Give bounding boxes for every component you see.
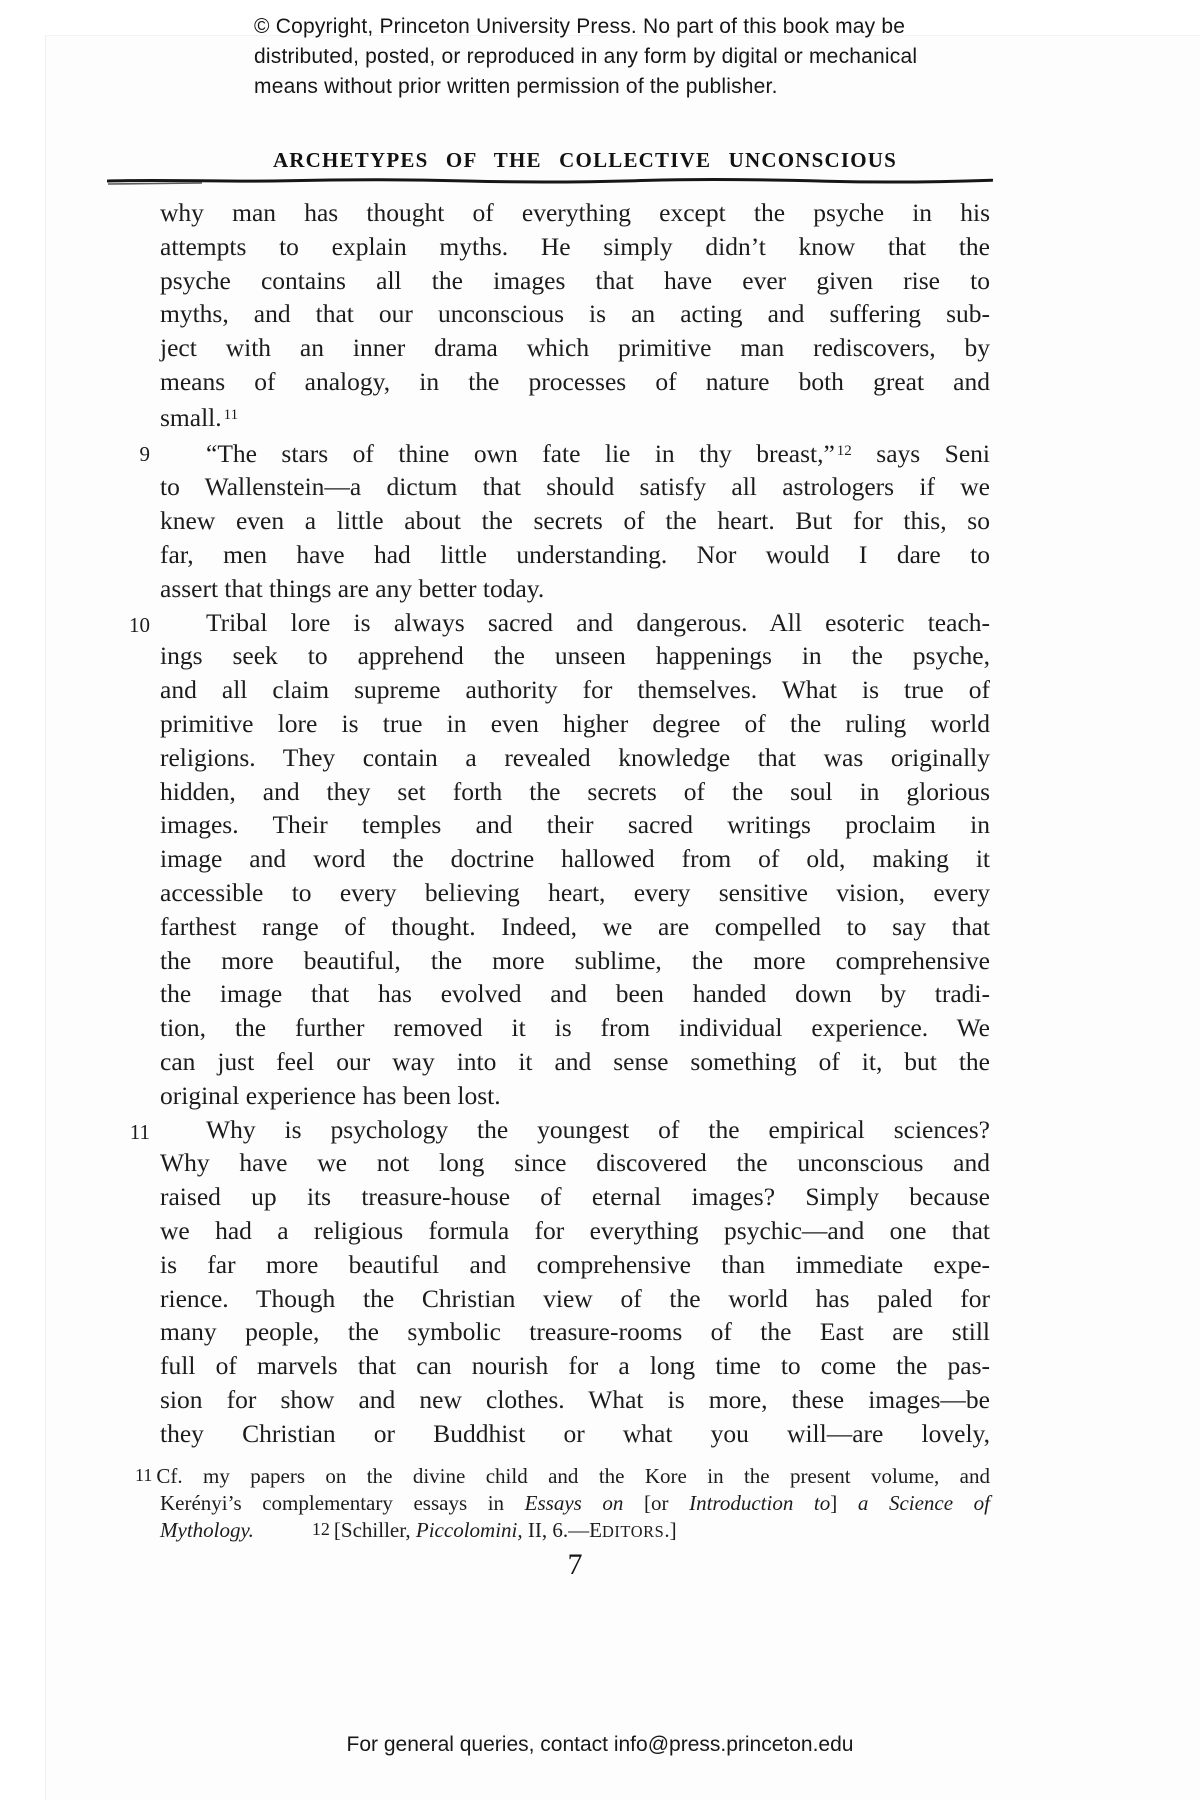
text-segment: rience. Though the Christian view of the world has paled for: [160, 1283, 990, 1313]
text-segment: .]: [664, 1518, 677, 1542]
text-segment: “The stars of thine own fate lie in thy breast,”: [206, 438, 835, 468]
text-line: [160, 1248, 990, 1282]
text-segment: sion for show and new clothes. What is more, these images—be: [160, 1384, 990, 1414]
text-segment: religions. They contain a revealed knowledge that was originally: [160, 742, 990, 772]
text-segment: Tribal lore is always sacred and dangerous. All esoteric teach-: [206, 607, 990, 637]
text-segment: and all claim supreme authority for themselves. What is true of: [160, 675, 990, 705]
paragraph: [139, 435, 990, 606]
text-line: [160, 910, 990, 944]
footnote-marker: 12: [311, 1519, 330, 1539]
text-segment: original experience has been lost.: [160, 1080, 501, 1110]
text-segment: raised up its treasure-house of eternal images? Simply because: [160, 1182, 990, 1212]
text-segment: ings seek to apprehend the unseen happenings in the psyche,: [160, 641, 990, 671]
text-segment: ]: [830, 1490, 858, 1515]
text-line: [160, 1146, 990, 1180]
text-line: [160, 1490, 990, 1517]
text-segment: to Wallenstein—a dictum that should satisfy all astrologers if we: [160, 472, 990, 502]
text-segment: far, men have had little understanding. Nor would I dare to: [160, 539, 990, 569]
text-segment: [Schiller,: [333, 1518, 416, 1542]
text-line: [160, 1079, 990, 1113]
paragraph: [160, 196, 990, 435]
text-segment: can just feel our way into it and sense something of it, but the: [160, 1046, 990, 1076]
text-line: [160, 196, 990, 230]
text-line: [160, 504, 990, 538]
text-segment: Kerényi’s complementary essays in: [160, 1490, 525, 1515]
text-line: [160, 572, 990, 606]
text-segment: Piccolomini,: [415, 1518, 523, 1542]
text-segment: we had a religious formula for everything psychic—and one that: [160, 1215, 990, 1245]
text-segment: accessible to every believing heart, every sensitive vision, every: [160, 877, 990, 907]
text-line: [160, 264, 990, 298]
text-segment: Mythology.: [160, 1518, 254, 1542]
text-segment: Cf. my papers on the divine child and the Kore in the present volume, and: [156, 1464, 990, 1488]
text-segment: II, 6.—E: [522, 1518, 602, 1542]
text-line: [160, 1214, 990, 1248]
text-segment: myths, and that our unconscious is an acting and suffering sub-: [160, 299, 990, 329]
text-segment: is far more beautiful and comprehensive than immediate expe-: [160, 1249, 990, 1279]
text-segment: [or: [623, 1490, 690, 1515]
text-segment: Why have we not long since discovered the unconscious and: [160, 1148, 990, 1178]
text-line: [160, 606, 990, 640]
footnote-marker: 11: [135, 1465, 153, 1485]
text-line: [160, 1180, 990, 1214]
text-segment: small.: [160, 402, 222, 432]
text-line: [160, 977, 990, 1011]
text-segment: hidden, and they set forth the secrets of the soul in glorious: [160, 776, 990, 806]
text-line: [160, 707, 990, 741]
text-line: [160, 365, 990, 399]
copyright-line: means without prior written permission of the publisher.: [254, 75, 778, 98]
text-line: [160, 1045, 990, 1079]
text-line: [160, 876, 990, 910]
text-line: [160, 230, 990, 264]
page-number: 7: [567, 1548, 583, 1581]
text-segment: Introduction to: [689, 1490, 831, 1515]
text-segment: means of analogy, in the processes of nature both great and: [160, 366, 990, 396]
text-segment: says Seni: [851, 438, 990, 468]
text-line: [160, 808, 990, 842]
paragraph-number: 9: [139, 441, 150, 466]
text-segment: the image that has evolved and been handed down by tradi-: [160, 979, 990, 1009]
text-line: [160, 842, 990, 876]
text-segment: they Christian or Buddhist or what you will—are lovely,: [160, 1418, 990, 1448]
body-text: [129, 196, 990, 1450]
text-segment: psyche contains all the images that have ever given rise to: [160, 265, 990, 295]
text-line: [160, 1113, 990, 1147]
paragraph: [129, 1113, 990, 1451]
text-segment: Why is psychology the youngest of the empirical sciences?: [206, 1114, 990, 1144]
rule-line: [107, 176, 993, 188]
text-segment: assert that things are any better today.: [160, 573, 545, 603]
footnote-marker: 11: [223, 406, 239, 423]
text-segment: ject with an inner drama which primitive man rediscovers, by: [160, 333, 990, 363]
text-segment: attempts to explain myths. He simply didn’t know that the: [160, 231, 990, 261]
text-line: [135, 1462, 990, 1490]
text-segment: farthest range of thought. Indeed, we are compelled to say that: [160, 911, 990, 941]
text-line: [160, 297, 990, 331]
paragraph-number: 10: [129, 612, 150, 637]
text-segment: the more beautiful, the more sublime, the more comprehensive: [160, 945, 990, 975]
text-line: [160, 775, 990, 809]
text-line: [160, 399, 990, 435]
text-line: [160, 435, 990, 471]
text-segment: full of marvels that can nourish for a long time to come the pas-: [160, 1351, 990, 1381]
text-line: [160, 538, 990, 572]
section-rule: [107, 175, 993, 187]
text-segment: why man has thought of everything except the psyche in his: [160, 198, 990, 227]
text-line: [160, 1011, 990, 1045]
text-segment: knew even a little about the secrets of the heart. But for this, so: [160, 506, 990, 536]
copyright-notice: [254, 12, 1034, 102]
copyright-line: distributed, posted, or reproduced in any form by digital or mechanical: [254, 45, 918, 68]
text-line: [160, 1315, 990, 1349]
text-line: [160, 1349, 990, 1383]
text-line: [160, 1383, 990, 1417]
text-segment: Essays on: [524, 1490, 624, 1515]
copyright-line: © Copyright, Princeton University Press. No part of this book may be: [254, 15, 906, 38]
text-segment: many people, the symbolic treasure-rooms of the East are still: [160, 1317, 990, 1347]
text-line: [160, 944, 990, 978]
paragraph-number: 11: [129, 1119, 150, 1144]
text-segment: primitive lore is true in even higher degree of the ruling world: [160, 708, 990, 738]
text-line: [160, 639, 990, 673]
text-line: [160, 1516, 990, 1546]
footer-contact: For general queries, contact info@press.princeton.edu: [346, 1733, 854, 1756]
text-segment: DITORS: [601, 1522, 665, 1541]
text-line: [160, 470, 990, 504]
text-segment: tion, the further removed it is from individual experience. We: [160, 1013, 990, 1043]
text-line: [160, 673, 990, 707]
text-line: [160, 1417, 990, 1451]
footnotes: [135, 1462, 991, 1546]
text-segment: a Science of: [857, 1490, 991, 1515]
paragraph: [129, 606, 990, 1113]
running-head: ARCHETYPES OF THE COLLECTIVE UNCONSCIOUS: [272, 148, 898, 172]
text-segment: image and word the doctrine hallowed from of old, making it: [160, 844, 990, 874]
text-line: [160, 1282, 990, 1316]
text-segment: images. Their temples and their sacred writings proclaim in: [160, 810, 990, 840]
text-line: [160, 741, 990, 775]
footnote-marker: 12: [836, 442, 852, 459]
text-line: [160, 331, 990, 365]
